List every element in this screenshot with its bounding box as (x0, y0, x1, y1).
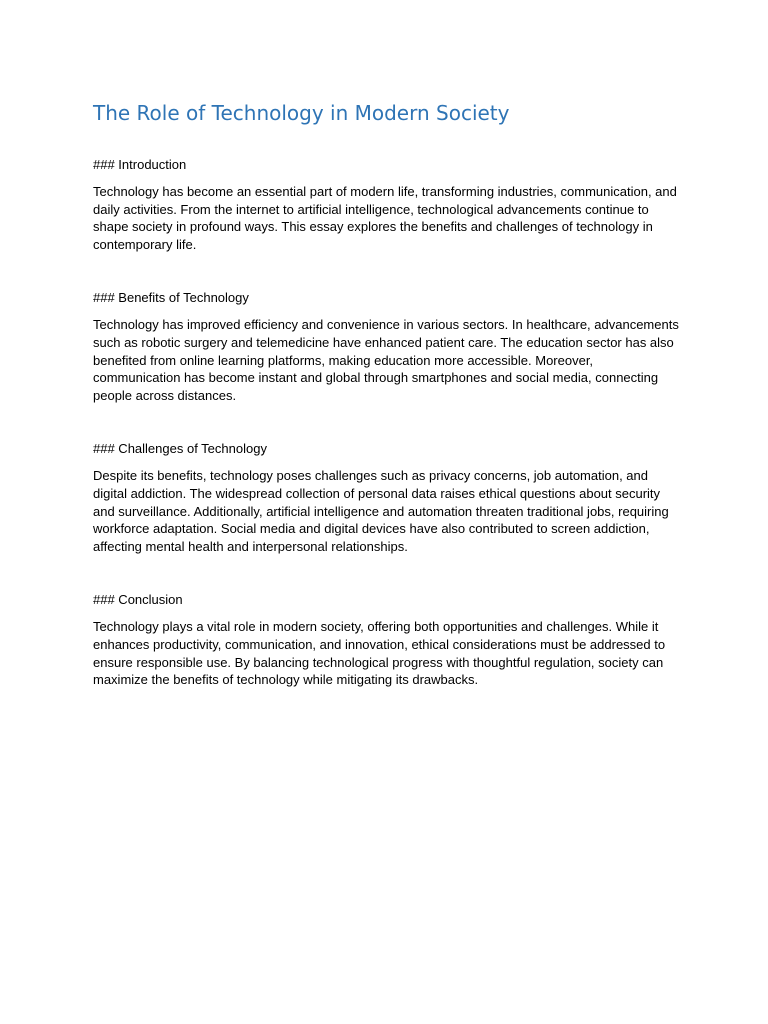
section-heading: ### Conclusion (93, 592, 183, 608)
section-paragraph: Despite its benefits, technology poses challenges such as privacy concerns, job automation, and digital addiction. The widespread collection of personal data raises ethical questions about security and surveillance. Additionally, artificial intelligence and automation threaten traditional jobs, requiring workforce adaptation. Social media and digital devices have also contributed to screen addiction, affecting mental health and interpersonal relationships. (93, 468, 669, 554)
section-heading: ### Introduction (93, 157, 187, 172)
section-heading: ### Benefits of Technology (93, 290, 249, 306)
section-heading: ### Challenges of Technology (93, 441, 267, 457)
section-conclusion (93, 591, 683, 688)
section-paragraph: Technology plays a vital role in modern society, offering both opportunities and challenges. While it enhances productivity, communication, and innovation, ethical considerations must be addressed to ensure responsible use. By balancing technological progress with thoughtful regulation, society can maximize the benefits of technology while mitigating its drawbacks. (93, 619, 666, 688)
section-paragraph: Technology has become an essential part of modern life, transforming industries, communication, and daily activities. From the internet to artificial intelligence, technological advancements continue to shape society in profound ways. This essay explores the benefits and challenges of technology in contemporary life. (93, 184, 677, 252)
section-paragraph: Technology has improved efficiency and convenience in various sectors. In healthcare, advancements such as robotic surgery and telemedicine have enhanced patient care. The education sector has also benefited from online learning platforms, making education more accessible. Moreover, communication has become instant and global through smartphones and social media, connecting people across distances. (93, 317, 679, 403)
section-introduction (93, 156, 683, 253)
section-challenges (93, 440, 683, 555)
document-content (93, 98, 683, 725)
document-title: The Role of Technology in Modern Society (93, 101, 510, 125)
section-benefits (93, 289, 683, 404)
